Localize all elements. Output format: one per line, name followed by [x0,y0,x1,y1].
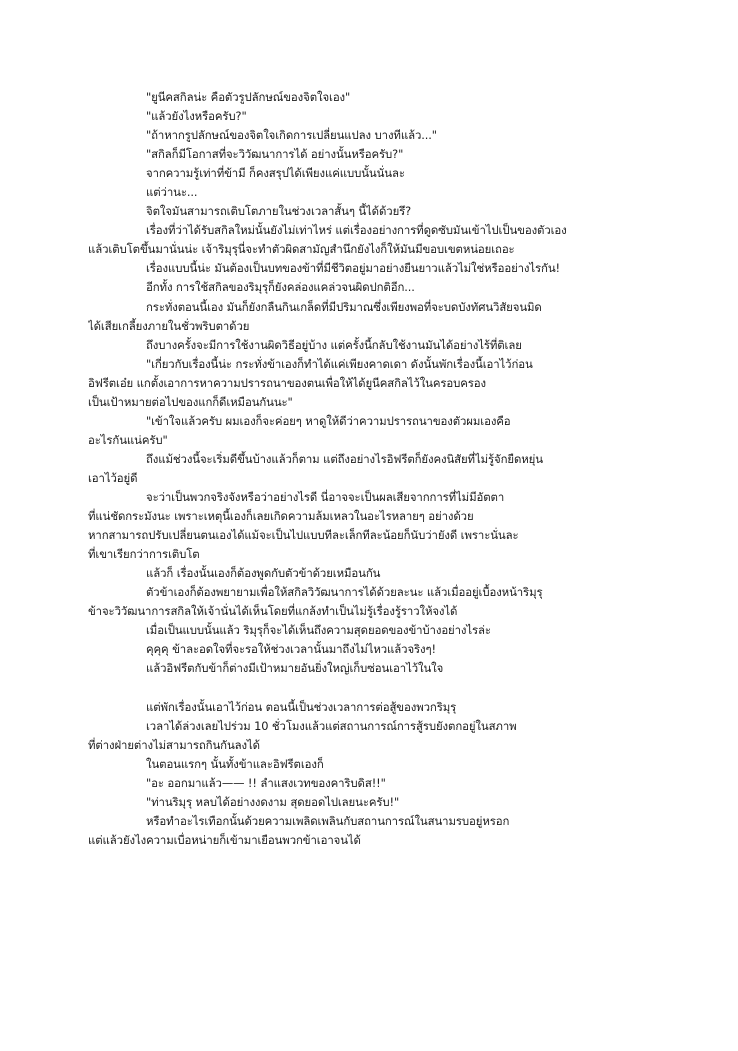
text-line: ที่ต่างฝ่ายต่างไม่สามารถกินกันลงได้ [88,737,260,752]
text-line: แล้วเติบโตขึ้นมานั่นน่ะ เจ้าริมุรุนี่จะทำตัวผิดสามัญสำนึกยังไงก็ให้มันมีขอบเขตหน่อยเถอะ [88,242,515,257]
text-line: แต่แล้วยังไงความเบื่อหน่ายก็เข้ามาเยือนพวกข้าเอาจนได้ [88,832,361,847]
text-line: เวลาได้ล่วงเลยไปร่วม 10 ชั่วโมงแล้วแต่สถานการณ์การสู้รบยังตกอยู่ในสภาพ [146,718,517,733]
text-line: ในตอนแรกๆ นั้นทั้งข้าและอิฟรีตเองก็ [146,756,324,771]
text-line: คุคุคุ ข้าละอดใจที่จะรอให้ช่วงเวลานั้นมาถึงไม่ไหวแล้วจริงๆ! [146,642,436,657]
text-line: ถึงบางครั้งจะมีการใช้งานผิดวิธีอยู่บ้าง แต่ครั้งนี้กลับใช้งานมันได้อย่างไร้ที่ติเลย [146,337,522,352]
text-line: ถึงแม้ช่วงนี้จะเริ่มดีขึ้นบ้างแล้วก็ตาม แต่ถึงอย่างไรอิฟรีตก็ยังคงนิสัยที่ไม่รู้จักยืดหยุ่น [146,451,543,466]
text-line: จิตใจมันสามารถเติบโตภายในช่วงเวลาสั้นๆ นี้ได้ด้วยรึ? [146,204,412,219]
text-line: "อะ ออกมาแล้ว—— !! ลำแสงเวทของคาริบดิส!!" [146,775,386,790]
text-line: เรื่องที่ว่าได้รับสกิลใหม่นั้นยังไม่เท่าไหร่ แต่เรื่องอย่างการที่ดูดซับมันเข้าไปเป็นของตัวเอง [146,223,567,238]
text-line: "แล้วยังไงหรือครับ?" [146,109,247,124]
text-line: จากความรู้เท่าที่ข้ามี ก็คงสรุปได้เพียงแค่แบบนั้นนั่นละ [146,166,405,181]
text-line: อีกทั้ง การใช้สกิลของริมุรุก็ยังคล่องแคล่วจนผิดปกติอีก... [146,280,415,295]
text-line: ที่แน่ชัดกระมังนะ เพราะเหตุนี้เองก็เลยเกิดความล้มเหลวในอะไรหลายๆ อย่างด้วย [88,509,474,524]
text-line: "ยูนีคสกิลน่ะ คือตัวรูปลักษณ์ของจิตใจเอง" [146,90,351,104]
text-line: แล้วก็ เรื่องนั้นเองก็ต้องพูดกับตัวข้าด้วยเหมือนกัน [146,566,381,581]
text-line: เอาไว้อยู่ดี [88,470,138,485]
text-line: เรื่องแบบนี้น่ะ มันต้องเป็นบทของข้าที่มีชีวิตอยู่มาอย่างยืนยาวแล้วไม่ใช่หรืออย่างไรกัน! [146,261,560,276]
text-line: แต่ว่านะ... [146,185,198,200]
text-line: อิฟรีตเอ๋ย แกตั้งเอาการหาความปรารถนาของตนเพื่อให้ได้ยูนีคสกิลไว้ในครอบครอง [88,375,487,390]
text-line: จะว่าเป็นพวกจริงจังหรือว่าอย่างไรดี นี่อาจจะเป็นผลเสียจากการที่ไม่มีอัตตา [146,489,505,504]
text-line: แล้วอิฟรีตกับข้าก็ต่างมีเป้าหมายอันยิ่งใหญ่เก็บซ่อนเอาไว้ในใจ [146,661,444,676]
text-line: กระทั่งตอนนี้เอง มันก็ยังกลืนกินเกล็ดที่มีปริมาณซึ่งเพียงพอที่จะบดบังทัศนวิสัยจนมิด [146,299,542,314]
text-line: อะไรกันแน่ครับ" [88,432,168,447]
text-line: แต่พักเรื่องนั้นเอาไว้ก่อน ตอนนี้เป็นช่วงเวลาการต่อสู้ของพวกริมุรุ [146,699,457,714]
text-line: หากสามารถปรับเปลี่ยนตนเองได้แม้จะเป็นไปแบบทีละเล็กทีละน้อยก็นับว่ายังดี เพราะนั่นละ [88,528,519,543]
text-line: ตัวข้าเองก็ต้องพยายามเพื่อให้สกิลวิวัฒนาการได้ด้วยละนะ แล้วเมื่ออยู่เบื้องหน้าริมุรุ [146,585,543,600]
text-line: ที่เขาเรียกว่าการเติบโต [88,547,200,562]
text-line: ข้าจะวิวัฒนาการสกิลให้เจ้านั่นได้เห็นโดยที่แกล้งทำเป็นไม่รู้เรื่องรู้ราวให้จงได้ [88,604,458,619]
text-line: ได้เสียเกลี้ยงภายในชั่วพริบตาด้วย [88,318,250,333]
blank-line [88,678,650,697]
text-line: "เกี่ยวกับเรื่องนี้น่ะ กระทั่งข้าเองก็ทำได้แค่เพียงคาดเดา ดังนั้นพักเรื่องนี้เอาไว้ก่อน [146,356,533,371]
text-line: "เข้าใจแล้วครับ ผมเองก็จะค่อยๆ หาดูให้ดีว่าความปรารถนาของตัวผมเองคือ [146,413,511,428]
text-body [88,88,650,850]
text-line: หรือทำอะไรเทือกนั้นด้วยความเพลิดเพลินกับสถานการณ์ในสนามรบอยู่หรอก [146,813,510,828]
text-line: "ถ้าหากรูปลักษณ์ของจิตใจเกิดการเปลี่ยนแปลง บางทีแล้ว..." [146,128,437,143]
text-line: เมื่อเป็นแบบนั้นแล้ว ริมุรุก็จะได้เห็นถึงความสุดยอดของข้าบ้างอย่างไรล่ะ [146,623,491,638]
text-line: "สกิลก็มีโอกาสที่จะวิวัฒนาการได้ อย่างนั้นหรือครับ?" [146,147,404,162]
text-line: "ท่านริมุรุ หลบได้อย่างงดงาม สุดยอดไปเลยนะครับ!" [146,794,400,809]
text-line: เป็นเป้าหมายต่อไปของแกก็ดีเหมือนกันนะ" [88,394,293,409]
